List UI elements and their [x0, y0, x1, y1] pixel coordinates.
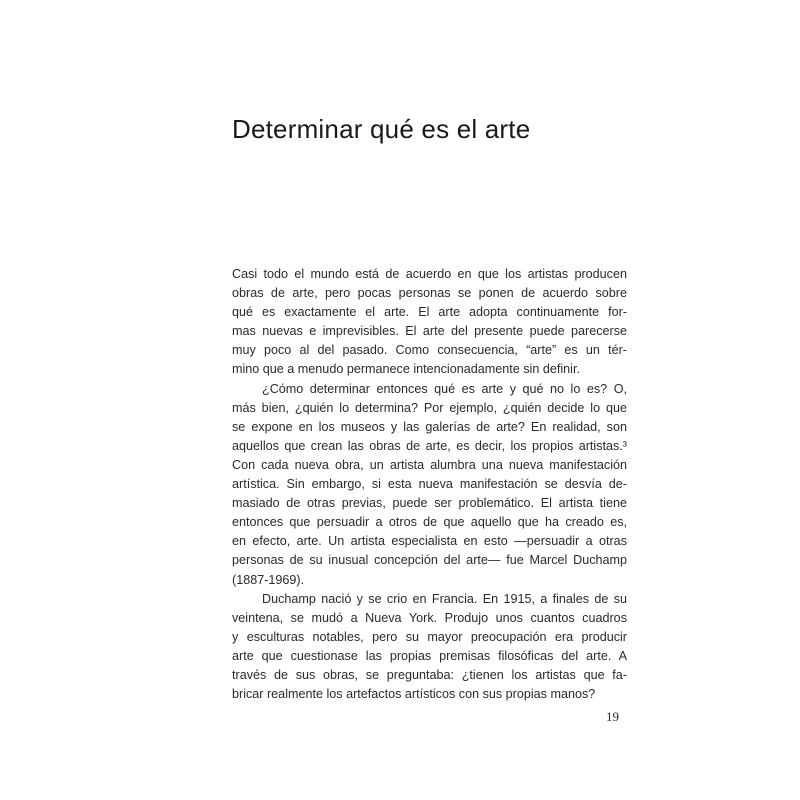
- paragraph-2: [232, 380, 627, 590]
- text-line: y esculturas notables, pero su mayor preocupación era producir: [232, 629, 627, 644]
- paragraph-3: [232, 590, 627, 705]
- text-line: veintena, se mudó a Nueva York. Produjo unos cuantos cuadros: [232, 610, 627, 625]
- text-line: mino que a menudo permanece intencionadamente sin definir.: [232, 362, 580, 377]
- text-line: bricar realmente los artefactos artísticos con sus propias manos?: [232, 687, 596, 702]
- text-line: artística. Sin embargo, si esta nueva manifestación se desvía de-: [232, 477, 627, 492]
- text-line: través de sus obras, se preguntaba: ¿tienen los artistas que fa-: [232, 667, 627, 682]
- body-text: [232, 265, 627, 704]
- text-line: se expone en los museos y las galerías de arte? En realidad, son: [232, 419, 627, 434]
- paragraph-1: [232, 265, 627, 380]
- text-line: Casi todo el mundo está de acuerdo en que los artistas producen: [232, 267, 627, 281]
- text-line: masiado de otras previas, puede ser problemático. El artista tiene: [232, 496, 627, 511]
- page-number: 19: [606, 709, 619, 724]
- text-line: ¿Cómo determinar entonces qué es arte y qué no lo es? O,: [262, 381, 627, 396]
- text-line: muy poco al del pasado. Como consecuencia, “arte” es un tér-: [232, 343, 627, 358]
- text-line: arte que cuestionase las propias premisas filosóficas del arte. A: [232, 648, 627, 663]
- text-line: en efecto, arte. Un artista especialista en esto —persuadir a otras: [232, 534, 627, 549]
- text-line: Duchamp nació y se crio en Francia. En 1915, a finales de su: [262, 591, 627, 606]
- text-line: más bien, ¿quién lo determina? Por ejemplo, ¿quién decide lo que: [232, 400, 627, 415]
- text-line: aquellos que crean las obras de arte, es decir, los propios artistas.³: [232, 438, 627, 453]
- text-line: personas de su inusual concepción del arte— fue Marcel Duchamp: [232, 553, 627, 568]
- text-line: obras de arte, pero pocas personas se ponen de acuerdo sobre: [232, 286, 627, 301]
- chapter-title: Determinar qué es el arte: [232, 114, 531, 144]
- text-line: Con cada nueva obra, un artista alumbra una nueva manifestación: [232, 457, 627, 472]
- text-line: (1887-1969).: [232, 572, 305, 587]
- text-line: entonces que persuadir a otros de que aquello que ha creado es,: [232, 515, 627, 530]
- text-line: mas nuevas e imprevisibles. El arte del presente puede parecerse: [232, 324, 627, 339]
- text-line: qué es exactamente el arte. El arte adopta continuamente for-: [232, 305, 627, 320]
